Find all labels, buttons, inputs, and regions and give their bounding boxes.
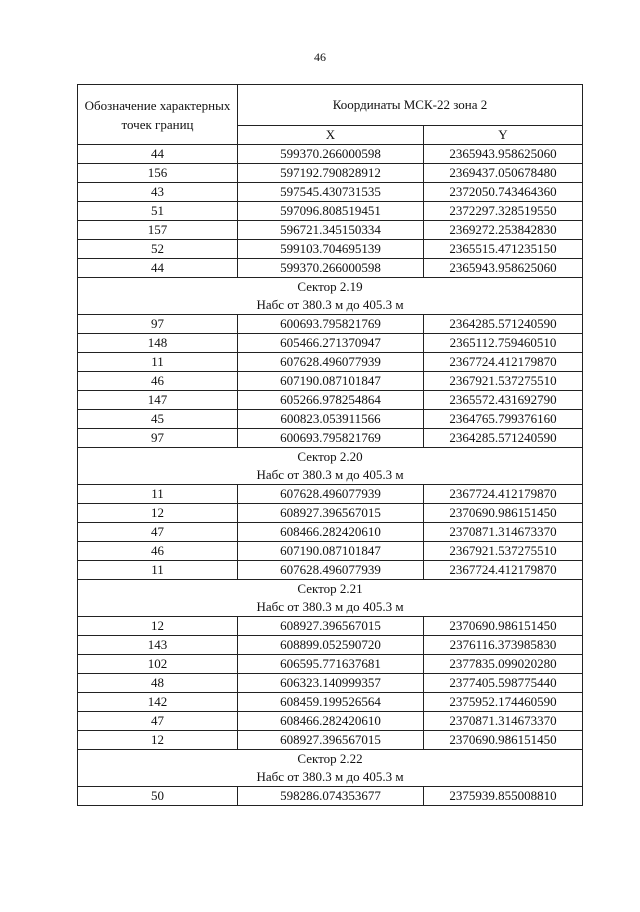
- x-coordinate-cell: 607190.087101847: [238, 372, 424, 391]
- sector-title: Сектор 2.20: [78, 448, 583, 467]
- point-designation-cell: 50: [78, 787, 238, 806]
- table-row: [78, 240, 583, 259]
- table-row: [78, 429, 583, 448]
- table-row: [78, 542, 583, 561]
- y-coordinate-cell: 2365112.759460510: [424, 334, 583, 353]
- x-coordinate-cell: 608927.396567015: [238, 504, 424, 523]
- table-row: [78, 202, 583, 221]
- point-designation-cell: 11: [78, 485, 238, 504]
- y-coordinate-cell: 2364285.571240590: [424, 315, 583, 334]
- table-row: [78, 617, 583, 636]
- point-designation-cell: 52: [78, 240, 238, 259]
- x-coordinate-cell: 596721.345150334: [238, 221, 424, 240]
- x-coordinate-cell: 599370.266000598: [238, 259, 424, 278]
- y-coordinate-cell: 2370871.314673370: [424, 523, 583, 542]
- sector-title: Сектор 2.22: [78, 750, 583, 769]
- table-row: [78, 334, 583, 353]
- table-header: [78, 85, 583, 145]
- sector-height-range: Набс от 380.3 м до 405.3 м: [78, 598, 583, 617]
- point-designation-cell: 148: [78, 334, 238, 353]
- sector-height-range: Набс от 380.3 м до 405.3 м: [78, 296, 583, 315]
- sector-title: Сектор 2.19: [78, 278, 583, 297]
- point-designation-cell: 44: [78, 259, 238, 278]
- sector-height-range: Набс от 380.3 м до 405.3 м: [78, 768, 583, 787]
- y-coordinate-cell: 2367921.537275510: [424, 542, 583, 561]
- sector-height-row: [78, 466, 583, 485]
- coordinates-system-header: Координаты МСК-22 зона 2: [238, 85, 583, 126]
- y-coordinate-cell: 2364285.571240590: [424, 429, 583, 448]
- table-row: [78, 561, 583, 580]
- point-designation-cell: 102: [78, 655, 238, 674]
- point-designation-cell: 46: [78, 372, 238, 391]
- sector-height-row: [78, 768, 583, 787]
- table-row: [78, 221, 583, 240]
- sector-title-row: [78, 278, 583, 297]
- x-coordinate-cell: 606595.771637681: [238, 655, 424, 674]
- sector-height-row: [78, 296, 583, 315]
- point-designation-cell: 51: [78, 202, 238, 221]
- table-row: [78, 731, 583, 750]
- x-coordinate-cell: 597192.790828912: [238, 164, 424, 183]
- table-row: [78, 712, 583, 731]
- x-coordinate-cell: 598286.074353677: [238, 787, 424, 806]
- table-row: [78, 674, 583, 693]
- x-coordinate-cell: 607190.087101847: [238, 542, 424, 561]
- table-row: [78, 183, 583, 202]
- table-row: [78, 164, 583, 183]
- x-coordinate-cell: 599103.704695139: [238, 240, 424, 259]
- x-coordinate-cell: 607628.496077939: [238, 353, 424, 372]
- point-designation-cell: 44: [78, 145, 238, 164]
- point-designation-cell: 47: [78, 523, 238, 542]
- table-row: [78, 372, 583, 391]
- point-designation-cell: 43: [78, 183, 238, 202]
- x-coordinate-cell: 608466.282420610: [238, 523, 424, 542]
- y-coordinate-cell: 2375939.855008810: [424, 787, 583, 806]
- sector-title: Сектор 2.21: [78, 580, 583, 599]
- x-coordinate-cell: 599370.266000598: [238, 145, 424, 164]
- y-coordinate-cell: 2375952.174460590: [424, 693, 583, 712]
- y-coordinate-cell: 2376116.373985830: [424, 636, 583, 655]
- point-designation-cell: 147: [78, 391, 238, 410]
- x-coordinate-cell: 608466.282420610: [238, 712, 424, 731]
- x-coordinate-cell: 605266.978254864: [238, 391, 424, 410]
- table-row: [78, 636, 583, 655]
- table-row: [78, 485, 583, 504]
- x-coordinate-cell: 600693.795821769: [238, 315, 424, 334]
- table-row: [78, 259, 583, 278]
- y-coordinate-cell: 2367724.412179870: [424, 353, 583, 372]
- point-designation-cell: 11: [78, 561, 238, 580]
- sector-title-row: [78, 750, 583, 769]
- x-coordinate-cell: 600693.795821769: [238, 429, 424, 448]
- point-designation-cell: 12: [78, 504, 238, 523]
- y-coordinate-cell: 2370690.986151450: [424, 731, 583, 750]
- y-coordinate-cell: 2370690.986151450: [424, 617, 583, 636]
- x-coordinate-cell: 607628.496077939: [238, 485, 424, 504]
- table-body: [78, 145, 583, 806]
- point-designation-cell: 142: [78, 693, 238, 712]
- y-coordinate-cell: 2365943.958625060: [424, 259, 583, 278]
- x-column-header: X: [238, 126, 424, 145]
- y-column-header: Y: [424, 126, 583, 145]
- point-designation-cell: 143: [78, 636, 238, 655]
- point-designation-cell: 11: [78, 353, 238, 372]
- y-coordinate-cell: 2370871.314673370: [424, 712, 583, 731]
- coordinates-table: [77, 84, 583, 806]
- x-coordinate-cell: 608459.199526564: [238, 693, 424, 712]
- x-coordinate-cell: 597545.430731535: [238, 183, 424, 202]
- table-row: [78, 787, 583, 806]
- point-designation-cell: 12: [78, 731, 238, 750]
- y-coordinate-cell: 2369272.253842830: [424, 221, 583, 240]
- x-coordinate-cell: 600823.053911566: [238, 410, 424, 429]
- x-coordinate-cell: 608927.396567015: [238, 731, 424, 750]
- point-designation-cell: 12: [78, 617, 238, 636]
- y-coordinate-cell: 2367921.537275510: [424, 372, 583, 391]
- y-coordinate-cell: 2367724.412179870: [424, 485, 583, 504]
- table-row: [78, 504, 583, 523]
- table-row: [78, 315, 583, 334]
- point-designation-cell: 45: [78, 410, 238, 429]
- sector-height-range: Набс от 380.3 м до 405.3 м: [78, 466, 583, 485]
- y-coordinate-cell: 2367724.412179870: [424, 561, 583, 580]
- y-coordinate-cell: 2365515.471235150: [424, 240, 583, 259]
- table-row: [78, 410, 583, 429]
- y-coordinate-cell: 2370690.986151450: [424, 504, 583, 523]
- table-row: [78, 145, 583, 164]
- point-designation-cell: 157: [78, 221, 238, 240]
- x-coordinate-cell: 608927.396567015: [238, 617, 424, 636]
- table-row: [78, 523, 583, 542]
- y-coordinate-cell: 2365943.958625060: [424, 145, 583, 164]
- point-designation-cell: 46: [78, 542, 238, 561]
- table-row: [78, 391, 583, 410]
- x-coordinate-cell: 605466.271370947: [238, 334, 424, 353]
- table-row: [78, 655, 583, 674]
- table-row: [78, 353, 583, 372]
- y-coordinate-cell: 2372297.328519550: [424, 202, 583, 221]
- y-coordinate-cell: 2364765.799376160: [424, 410, 583, 429]
- y-coordinate-cell: 2377405.598775440: [424, 674, 583, 693]
- x-coordinate-cell: 607628.496077939: [238, 561, 424, 580]
- y-coordinate-cell: 2365572.431692790: [424, 391, 583, 410]
- table-row: [78, 693, 583, 712]
- y-coordinate-cell: 2377835.099020280: [424, 655, 583, 674]
- point-designation-header: Обозначение характерных точек границ: [78, 85, 238, 145]
- point-designation-cell: 97: [78, 429, 238, 448]
- sector-title-row: [78, 448, 583, 467]
- point-designation-cell: 47: [78, 712, 238, 731]
- x-coordinate-cell: 606323.140999357: [238, 674, 424, 693]
- sector-height-row: [78, 598, 583, 617]
- page-number: 46: [314, 50, 326, 64]
- y-coordinate-cell: 2369437.050678480: [424, 164, 583, 183]
- x-coordinate-cell: 597096.808519451: [238, 202, 424, 221]
- sector-title-row: [78, 580, 583, 599]
- point-designation-cell: 156: [78, 164, 238, 183]
- point-designation-cell: 97: [78, 315, 238, 334]
- x-coordinate-cell: 608899.052590720: [238, 636, 424, 655]
- point-designation-cell: 48: [78, 674, 238, 693]
- y-coordinate-cell: 2372050.743464360: [424, 183, 583, 202]
